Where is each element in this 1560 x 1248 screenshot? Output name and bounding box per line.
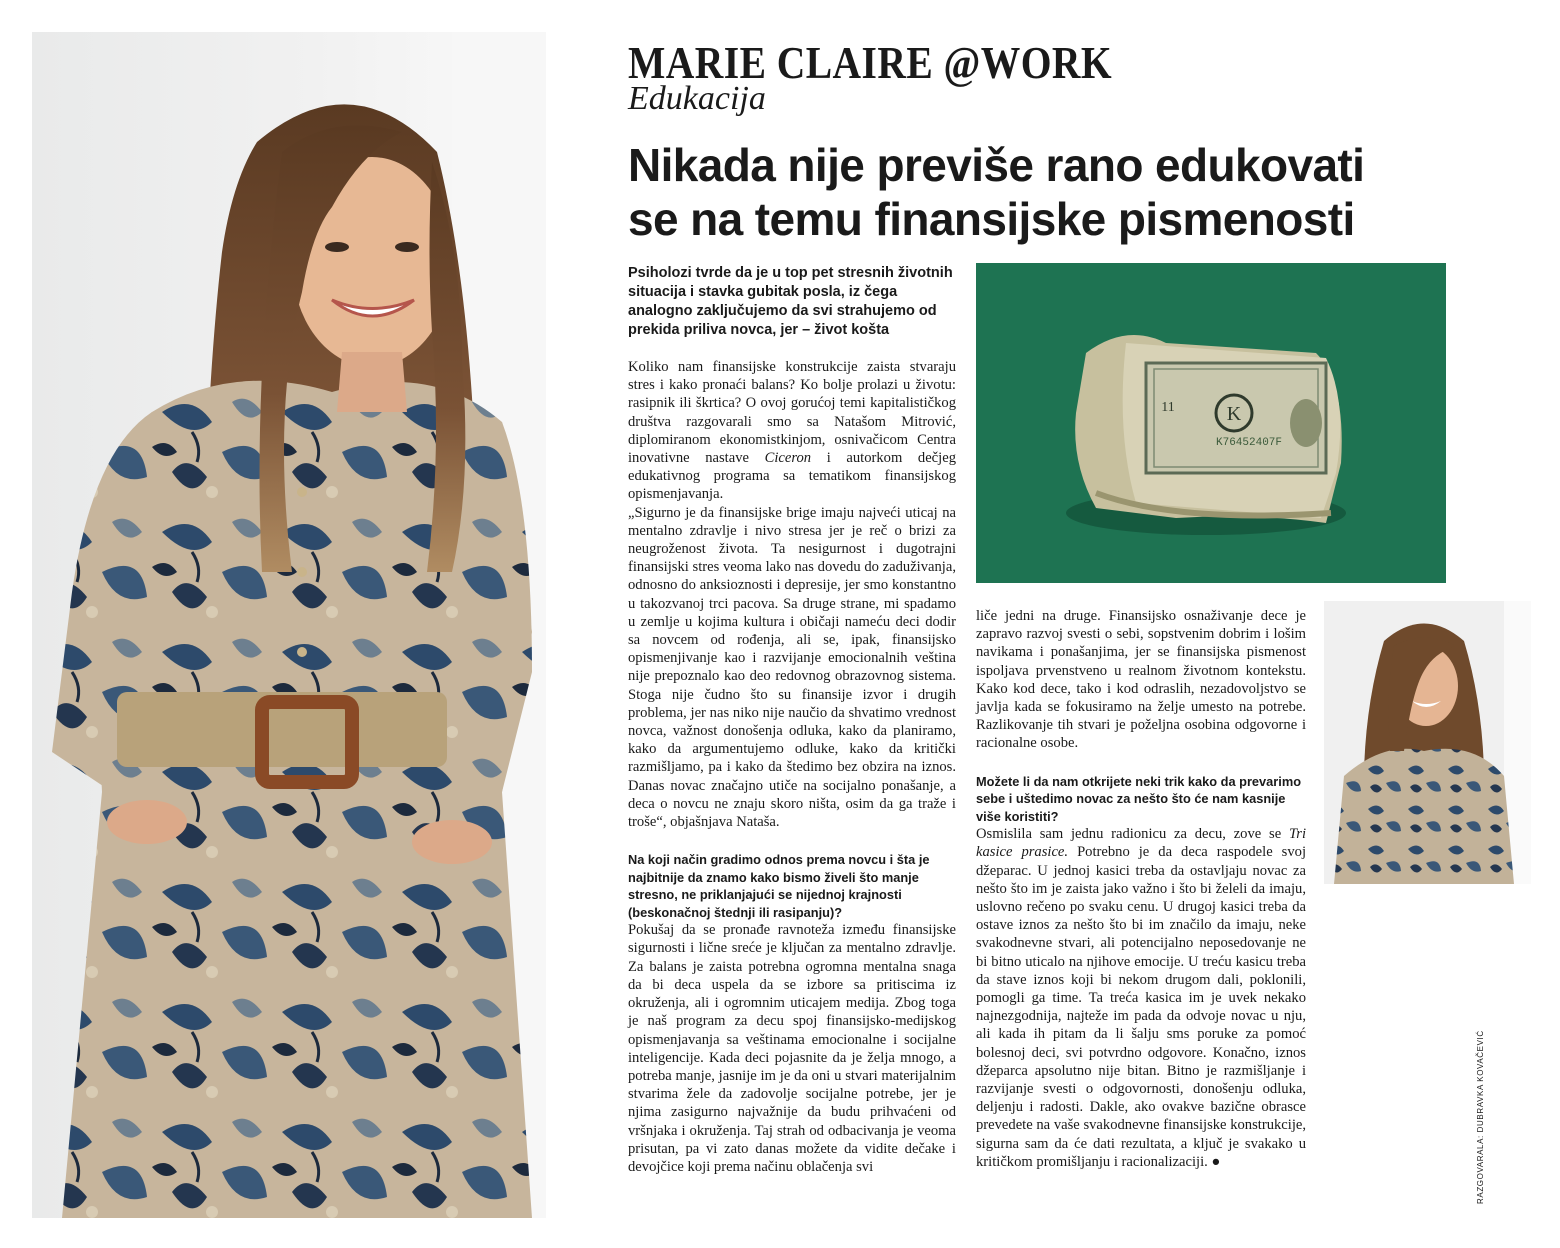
answer-2-italic: Tri kasice prasice. bbox=[976, 826, 1306, 861]
intro-text-end: i autorkom dečjeg edukativnog programa sa tematikom finansijskog opismenjavanja. bbox=[628, 450, 956, 503]
question-1: Na koji način gradimo odnos prema novcu i šta je najbitnije da znamo kako bismo živeli što manje stresno, ne priklanjajući se nijednoj krajnosti (beskonačnoj štednji ili rasipanju)? bbox=[628, 852, 930, 920]
column-2 bbox=[976, 607, 1306, 1171]
intro-italic: Ciceron bbox=[764, 450, 812, 467]
article-lead: Psiholozi tvrde da je u top pet stresnih životnih situacija i stavka gubitak posla, iz čega analogno zaključujemo da svi strahujemo od prekida priliva novca, jer – život košta bbox=[628, 265, 953, 338]
question-2: Možete li da nam otkrijete neki trik kako da prevarimo sebe i uštedimo novac za nešto što će nam kasnije više koristiti? bbox=[976, 773, 1302, 824]
intro-paragraph bbox=[628, 358, 956, 504]
end-mark: ● bbox=[1211, 1153, 1221, 1170]
answer-2-text: Osmislila sam jednu radionicu za decu, zove se bbox=[976, 826, 1289, 843]
intro-text: Koliko nam finansijske konstrukcije zaista stvaraju stres i kako pronaći balans? Ko bolje prolazi u životu: rasipnik ili škrtica? O ovoj gorućoj temi kapitalističkog društva razgovarali smo sa Natašom Mitrović, diplomiranom ekonomistkinjom, osnivačicom Centra inovativne nastave bbox=[628, 359, 956, 467]
answer-2-text-end: Potrebno je da deca raspodele svoj džeparac. U jednoj kasici treba da ostavljaju novac za nešto što im je zaista jako važno i što bi želeli da imaju, uslovno rečeno po svaku cenu. U drugoj kasici treba da ostave iznos za nešto što bi im značilo da imaju, neke svakodnevne stvari, ali potencijalno neposedovanje ne bi bitno uticalo na njihove emocije. U treću kasicu treba da stave iznos koji bi nekom drugom dali, poklonili, pomogli ga time. Ta treća kasica im je uvek nekako najnezgodnija, najteže im pada da odvoje novac u nju, ali kada ih pitam da li šalju sms poruke za pomoć bolesnoj deci, svi potvrdno odgovore. Konačno, iznos džeparca apsolutno nije bitan. Bitno je razmišljanje i razvijanje svesti o odgovornosti, donošenju odluka, deljenju i radosti. Dakle, ako ovakve bazične obrasce prevedete na vaše svakodnevne finansijske konstrukcije, sigurna sam da će dati rezultata, a ključ je svakako u kritičkom promišljanju i racionalizaciji. bbox=[976, 844, 1306, 1170]
answer-2 bbox=[976, 825, 1306, 1171]
answer-1: Pokušaj da se pronađe ravnoteža između finansijske sigurnosti i lične sreće je ključan za mentalno zdravlje. Za balans je zaista potrebna ogromna mentalna snaga da bi deca uspela da se izbore sa pritiscima iz okruženja, ali i ogromnim uticajem medija. Zbog toga je naš program za decu spoj finansijsko-medijskog opismenjavanja sa veštinama emocionalne i socijalne inteligencije. Kada deci pojasnite da je želja mnogo, a potreba manje, jasnije im je da oni u stvari materijalnim stvarima žele da zadovolje socijalne potrebe, jer je njima zasigurno najvažnije da budu prihvaćeni od vršnjaka i okruženja. Taj strah od odbacivanja je veoma prisutan, pa vi zato danas možete da vidite dečake i devojčice koji prema načinu oblačenja svi bbox=[628, 922, 956, 1175]
headline-line-2: se na temu finansijske pismenosti bbox=[628, 193, 1355, 245]
photo-credit: RAZGOVARALA: DUBRAVKA KOVAČEVIĆ bbox=[1476, 1030, 1485, 1204]
hero-portrait-photo bbox=[32, 32, 546, 1218]
article-headline bbox=[628, 138, 1448, 246]
banknote-seal-letter: K bbox=[1226, 403, 1242, 425]
section-title: MARIE CLAIRE @WORK bbox=[628, 37, 1113, 88]
section-subtitle: Edukacija bbox=[628, 80, 766, 117]
small-portrait-photo bbox=[1324, 601, 1531, 884]
money-photo bbox=[976, 263, 1446, 583]
banknote-seal-number: 11 bbox=[1161, 400, 1175, 415]
headline-line-1: Nikada nije previše rano edukovati bbox=[628, 139, 1365, 191]
quote-paragraph: „Sigurno je da finansijske brige imaju najveći uticaj na mentalno zdravlje i nivo stresa jer je reč o brizi za neugroženost života. Ta nesigurnost i dugotrajni finansijski stres veoma lako nas dovedu do zaduživanja, odnosno do anksioznosti i depresije, jer smo konstantno u takozvanoj trci pacova. Sa druge strane, mi spadamo u zemlje u kojima kultura i običaji nameću deci dodir sa novcem od rođenja, ali se, ipak, finansijsko opismenjivanje kao i razvijanje emocionalnih veština nije prepoznalo kao deo redovnog obrazovnog sistema. Stoga nije čudno što su finansije izvor i drugih problema, jer nas niko nije naučio da shvatimo vrednost novca, važnost donošenja odluka, kako da planiramo, kako da argumentujemo odluke, kako da kritički razmišljamo, pa i kako da štedimo bez obzira na iznos. Danas novac značajno utiče na socijalno ponašanje, a deca o novcu ne znaju skoro ništa, osim da ga traže i troše“, objašnjava Nataša. bbox=[628, 504, 956, 831]
column-1 bbox=[628, 358, 956, 1176]
banknote-serial: K76452407F bbox=[1216, 437, 1283, 449]
answer-1-continued: liče jedni na druge. Finansijsko osnaživanje dece je zapravo razvoj svesti o sebi, sopstvenim dobrim i lošim navikama i ponašanjima, jer se finansijska pismenost ispoljava prvenstveno u realnom životnom kontekstu. Kako kod dece, tako i kod odraslih, nezadovoljstvo se javlja kada se fokusiramo na želje umesto na potrebe. Razlikovanje tih stvari je poželjna osobina odgovorne i racionalne osobe. bbox=[976, 608, 1306, 752]
